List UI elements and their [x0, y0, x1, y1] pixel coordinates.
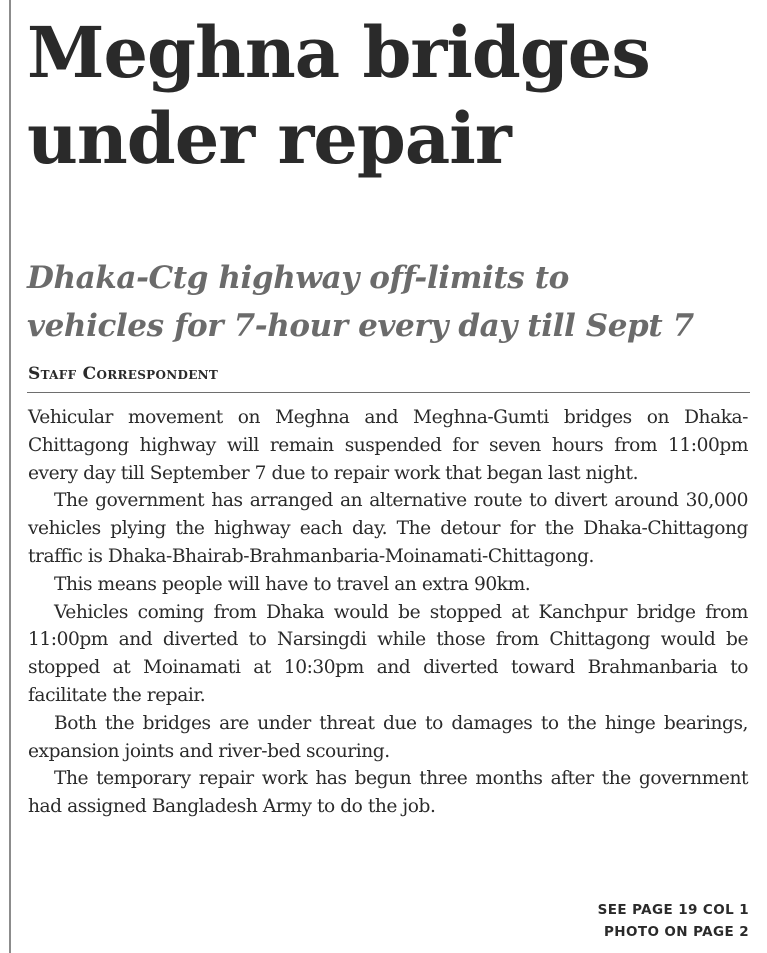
jump-photo-page: PHOTO ON PAGE 2	[603, 924, 749, 940]
paragraph-2: The government has arranged an alternative route to divert around 30,000 vehicles plying the highway each day. The detour for the Dhaka-Chittagong traffic is Dhaka-Bhairab-Brahmanbaria-Moinamati-Chittagong.	[28, 490, 748, 567]
paragraph-3: This means people will have to travel an extra 90km.	[54, 573, 531, 595]
headline-line-1: Meghna bridges	[27, 11, 650, 94]
headline	[27, 10, 762, 182]
paragraph-1: Vehicular movement on Meghna and Meghna-Gumti bridges on Dhaka-Chittagong highway will remain suspended for seven hours from 11:00pm every day till September 7 due to repair work that began last night.	[28, 407, 748, 484]
paragraph-4: Vehicles coming from Dhaka would be stopped at Kanchpur bridge from 11:00pm and diverted to Narsingdi while those from Chittagong would be stopped at Moinamati at 10:30pm and diverted toward Brahmanbaria to facilitate the repair.	[28, 601, 748, 706]
headline-line-2: under repair	[27, 97, 511, 180]
subheadline-line-2: vehicles for 7-hour every day till Sept 7	[27, 308, 694, 344]
paragraph-5: Both the bridges are under threat due to damages to the hinge bearings, expansion joints and river-bed scouring.	[28, 712, 748, 762]
jump-references	[598, 899, 749, 943]
byline: Staff Correspondent	[28, 364, 219, 384]
article-body	[28, 404, 748, 821]
subheadline-line-1: Dhaka-Ctg highway off-limits to	[27, 260, 569, 296]
byline-divider	[27, 392, 750, 393]
jump-see-page: SEE PAGE 19 COL 1	[597, 902, 749, 918]
left-column-rule	[9, 0, 11, 953]
paragraph-6: The temporary repair work has begun three months after the government had assigned Bangladesh Army to do the job.	[28, 768, 748, 818]
subheadline	[27, 254, 762, 350]
